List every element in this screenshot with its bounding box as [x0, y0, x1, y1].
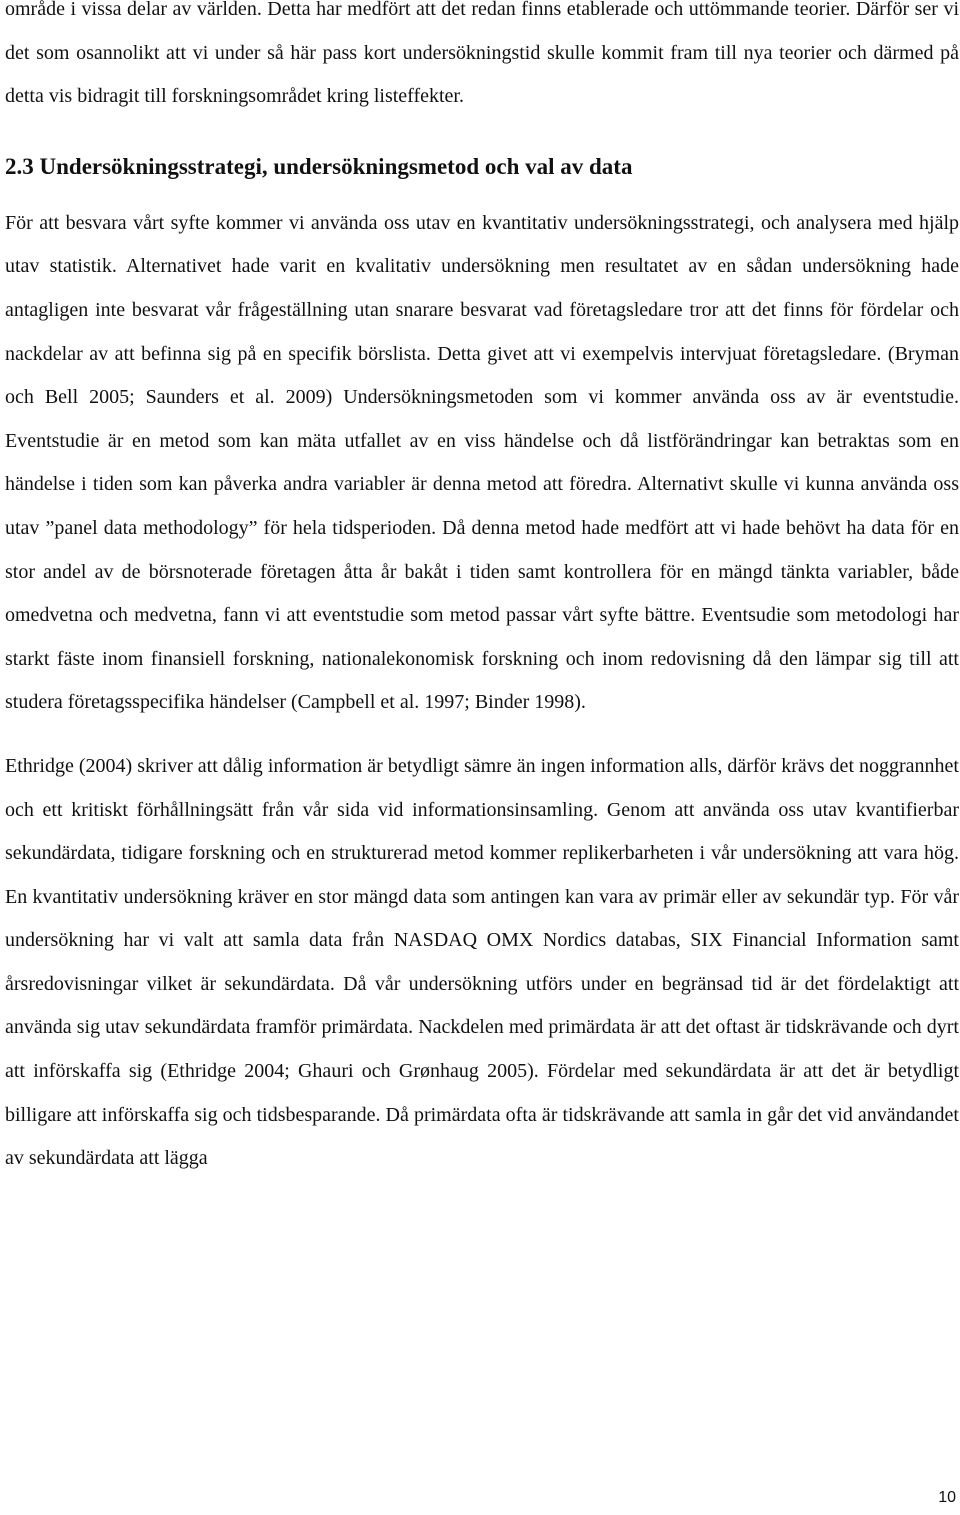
intro-paragraph: område i vissa delar av världen. Detta har medfört att det redan finns etablerade och uttömmande teorier. Därför ser vi det som osannolikt att vi under så här pass kort undersökningstid skulle kommit fram till nya teorier och därmed på detta vis bidragit till forskningsområdet kring listeffekter.	[5, 0, 959, 108]
page-number: 10	[938, 1489, 956, 1506]
body-paragraph-1: För att besvara vårt syfte kommer vi använda oss utav en kvantitativ undersökningsstrategi, och analysera med hjälp utav statistik. Alternativet hade varit en kvalitativ undersökning men resultatet av en sådan undersökning hade antagligen inte besvarat vår frågeställning utan snarare besvarat vad företagsledare tror att det finns för fördelar och nackdelar av att befinna sig på en specifik börslista. Detta givet att vi exempelvis intervjuat företagsledare. (Bryman och Bell 2005; Saunders et al. 2009) Undersökningsmetoden som vi kommer använda oss av är eventstudie. Eventstudie är en metod som kan mäta utfallet av en viss händelse och då listförändringar kan betraktas som en händelse i tiden som kan påverka andra variabler är denna metod att föredra. Alternativt skulle vi kunna använda oss utav ”panel data methodology” för hela tidsperioden. Då denna metod hade medfört att vi hade behövt ha data för en stor andel av de börsnoterade företagen åtta år bakåt i tiden samt kontrollera för en mängd tänkta variabler, både omedvetna och medvetna, fann vi att eventstudie som metod passar vårt syfte bättre. Eventsudie som metodologi har starkt fäste inom finansiell forskning, nationalekonomisk forskning och inom redovisning då den lämpar sig till att studera företagsspecifika händelser (Campbell et al. 1997; Binder 1998).	[5, 211, 959, 714]
body-paragraph-2: Ethridge (2004) skriver att dålig information är betydligt sämre än ingen information alls, därför krävs det noggrannhet och ett kritiskt förhållningsätt från vår sida vid informationsinsamling. Genom att använda oss utav kvantifierbar sekundärdata, tidigare forskning och en strukturerad metod kommer replikerbarheten i vår undersökning att vara hög. En kvantitativ undersökning kräver en stor mängd data som antingen kan vara av primär eller av sekundär typ. För vår undersökning har vi valt att samla data från NASDAQ OMX Nordics databas, SIX Financial Information samt årsredovisningar vilket är sekundärdata. Då vår undersökning utförs under en begränsad tid är det fördelaktigt att använda sig utav sekundärdata framför primärdata. Nackdelen med primärdata är att det oftast är tidskrävande och dyrt att införskaffa sig (Ethridge 2004; Ghauri och Grønhaug 2005). Fördelar med sekundärdata är att det är betydligt billigare att införskaffa sig och tidsbesparande. Då primärdata ofta är tidskrävande att samla in går det vid användandet av sekundärdata att lägga	[5, 754, 959, 1170]
section-heading: 2.3 Undersökningsstrategi, undersökningsmetod och val av data	[5, 153, 633, 179]
